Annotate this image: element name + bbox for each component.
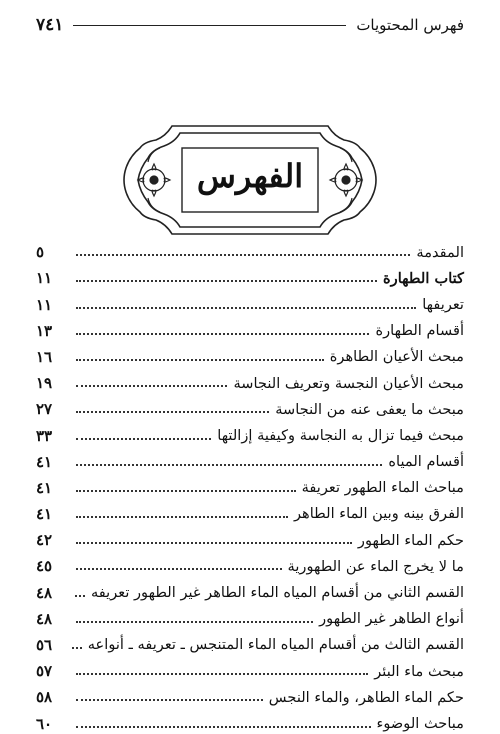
dot-leader bbox=[76, 568, 282, 570]
toc-entry-title: القسم الثالث من أقسام المياه الماء المتنجس ـ تعريفه ـ أنواعه bbox=[87, 636, 464, 654]
toc-entry-page: ١١ bbox=[36, 295, 53, 314]
dot-leader bbox=[76, 490, 296, 492]
dot-leader bbox=[76, 699, 263, 701]
toc-entry-page: ١٦ bbox=[36, 347, 53, 366]
running-header-title: فهرس المحتويات bbox=[356, 16, 464, 34]
dot-leader bbox=[76, 542, 352, 544]
dot-leader bbox=[76, 726, 371, 728]
toc-entry-page: ١٣ bbox=[36, 321, 53, 340]
toc-entry-page: ٦٠ bbox=[36, 714, 53, 733]
toc-entry[interactable] bbox=[36, 367, 464, 393]
header-rule bbox=[73, 25, 346, 26]
toc-entry-page: ٢٧ bbox=[36, 400, 53, 419]
dot-leader bbox=[75, 595, 85, 597]
toc-entry-title: ما لا يخرج الماء عن الطهورية bbox=[287, 557, 464, 575]
dot-leader bbox=[76, 411, 269, 413]
toc-entry-page: ٤٢ bbox=[36, 531, 53, 550]
toc-entry[interactable] bbox=[36, 315, 464, 341]
dot-leader bbox=[76, 359, 324, 361]
toc-entry-title: مبحث ماء البئر bbox=[374, 662, 464, 680]
toc-entry[interactable] bbox=[36, 419, 464, 445]
toc-entry-title: مباحث الماء الطهور تعريفة bbox=[301, 479, 464, 497]
toc-entry[interactable] bbox=[36, 262, 464, 288]
page-number: ٧٤١ bbox=[36, 15, 64, 35]
dot-leader bbox=[72, 647, 82, 649]
toc-entry-title: أقسام المياه bbox=[388, 453, 464, 471]
toc-entry-title: مبحث فيما تزال به النجاسة وكيفية إزالتها bbox=[217, 426, 464, 444]
toc-entry-title: كتاب الطهارة bbox=[383, 269, 464, 287]
toc-entry-page: ٥٨ bbox=[36, 688, 53, 707]
toc-entry-page: ٤٨ bbox=[36, 609, 53, 628]
dot-leader bbox=[76, 280, 377, 282]
table-of-contents bbox=[36, 236, 464, 734]
toc-entry[interactable] bbox=[36, 629, 464, 655]
toc-entry-title: مبحث الأعيان الطاهرة bbox=[329, 348, 464, 366]
toc-entry-page: ١٩ bbox=[36, 374, 53, 393]
toc-entry-title: القسم الثاني من أقسام المياه الماء الطاهر غير الطهور تعريفه bbox=[90, 584, 464, 602]
toc-entry-page: ٤١ bbox=[36, 478, 53, 497]
dot-leader bbox=[76, 621, 313, 623]
toc-entry-title: تعريفها bbox=[422, 295, 464, 313]
toc-entry[interactable] bbox=[36, 446, 464, 472]
toc-entry-title: مباحث الوضوء bbox=[376, 714, 464, 732]
index-title: الفهرس bbox=[196, 157, 304, 195]
toc-entry-title: مبحث ما يعفى عنه من النجاسة bbox=[275, 400, 464, 418]
toc-entry[interactable] bbox=[36, 550, 464, 576]
toc-entry-title: الفرق بينه وبين الماء الطاهر bbox=[293, 505, 464, 523]
toc-entry-title: أقسام الطهارة bbox=[375, 322, 464, 340]
toc-entry-title: حكم الماء الطاهر، والماء النجس bbox=[268, 688, 464, 706]
toc-entry-page: ٥ bbox=[36, 243, 45, 262]
dot-leader bbox=[76, 438, 211, 440]
toc-entry-page: ٤٨ bbox=[36, 583, 53, 602]
dot-leader bbox=[76, 385, 227, 387]
toc-entry[interactable] bbox=[36, 498, 464, 524]
toc-entry-title: المقدمة bbox=[416, 243, 464, 261]
toc-entry-page: ٤١ bbox=[36, 505, 53, 524]
toc-entry[interactable] bbox=[36, 655, 464, 681]
toc-entry[interactable] bbox=[36, 472, 464, 498]
running-header bbox=[36, 12, 464, 38]
toc-entry-page: ١١ bbox=[36, 269, 53, 288]
toc-entry-page: ٤١ bbox=[36, 452, 53, 471]
dot-leader bbox=[76, 516, 288, 518]
toc-entry[interactable] bbox=[36, 288, 464, 314]
dot-leader bbox=[76, 254, 410, 256]
toc-entry[interactable] bbox=[36, 236, 464, 262]
toc-entry-title: حكم الماء الطهور bbox=[357, 531, 464, 549]
dot-leader bbox=[76, 333, 369, 335]
toc-entry-page: ٣٣ bbox=[36, 426, 53, 445]
toc-entry-title: مبحث الأعيان النجسة وتعريف النجاسة bbox=[233, 374, 464, 392]
dot-leader bbox=[76, 464, 382, 466]
toc-entry[interactable] bbox=[36, 603, 464, 629]
toc-entry-page: ٥٧ bbox=[36, 662, 53, 681]
dot-leader bbox=[76, 307, 416, 309]
toc-entry[interactable] bbox=[36, 393, 464, 419]
toc-entry[interactable] bbox=[36, 576, 464, 602]
toc-entry-page: ٤٥ bbox=[36, 557, 53, 576]
toc-entry[interactable] bbox=[36, 524, 464, 550]
toc-entry-page: ٥٦ bbox=[36, 636, 53, 654]
title-plaque bbox=[120, 118, 380, 242]
toc-entry-title: أنواع الطاهر غير الطهور bbox=[319, 610, 464, 628]
dot-leader bbox=[76, 673, 368, 675]
toc-entry[interactable] bbox=[36, 681, 464, 707]
toc-entry[interactable] bbox=[36, 341, 464, 367]
